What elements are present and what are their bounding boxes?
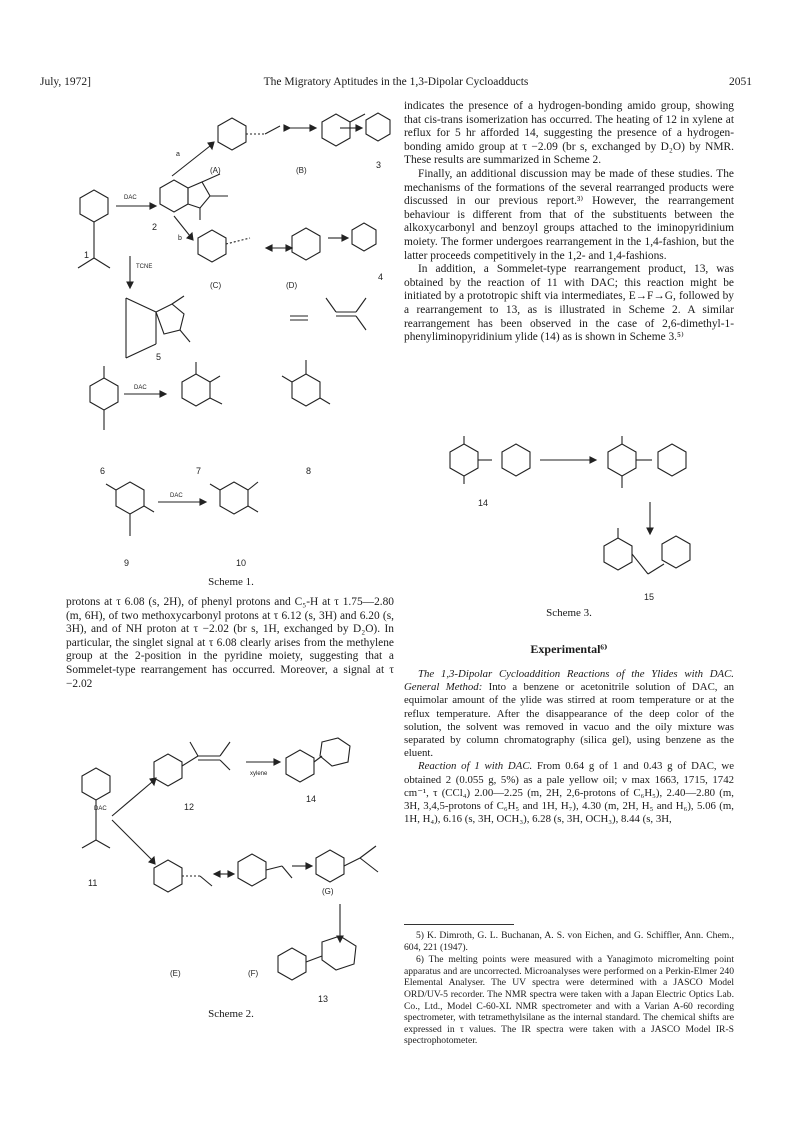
scheme-1-caption: Scheme 1. <box>208 576 254 588</box>
label-15: 15 <box>644 592 655 602</box>
left-column-text <box>66 596 394 691</box>
label-8: 8 <box>306 466 312 476</box>
label-A: (A) <box>210 166 221 175</box>
label-dac-2: DAC <box>134 385 147 391</box>
label-3: 3 <box>376 160 382 170</box>
label-12: 12 <box>184 802 195 812</box>
label-4: 4 <box>378 272 384 282</box>
label-13: 13 <box>318 994 329 1004</box>
label-F: (F) <box>248 969 259 978</box>
label-D: (D) <box>286 281 298 290</box>
scheme-3-figure <box>404 432 734 604</box>
running-head-title: The Migratory Aptitudes in the 1,3-Dipolar Cycloadducts <box>263 76 529 88</box>
scheme-2-caption: Scheme 2. <box>208 1008 254 1020</box>
label-E: (E) <box>170 969 181 978</box>
ring-1 <box>80 190 108 222</box>
left-paragraph-1: protons at τ 6.08 (s, 2H), of phenyl protons and C₅-H at τ 1.75—2.80 (m, 6H), of two methoxycarbonyl protons at τ 6.12 (s, 3H) and 6.20 (s, 3H), and of NH proton at τ −2.02 (br s, 1H, exchanged by D₂O). In particular, the singlet signal at τ 6.08 clearly arises from the methylene group at the 2-position in the pyridine moiety, suggesting that a Sommelet-type rearrangement has occurred. Moreover, a signal at τ −2.02 <box>66 596 394 690</box>
label-2: 2 <box>152 222 158 232</box>
label-path-b: b <box>178 235 182 242</box>
label-9: 9 <box>124 558 130 568</box>
page-number: 2051 <box>729 76 752 88</box>
label-G: (G) <box>322 887 334 896</box>
scheme-2-figure <box>60 736 400 1006</box>
label-6: 6 <box>100 466 106 476</box>
general-method-title: The 1,3-Dipolar Cycloaddition Reactions of the Ylides with DAC. General Method: <box>404 668 734 694</box>
label-10: 10 <box>236 558 247 568</box>
label-B: (B) <box>296 166 307 175</box>
footnote-rule <box>404 924 514 925</box>
scheme-1-figure <box>60 98 400 573</box>
label-14: 14 <box>306 794 317 804</box>
experimental-text <box>404 668 734 826</box>
label-5: 5 <box>156 352 162 362</box>
reaction-text: From 0.64 g of 1 and 0.43 g of DAC, we obtained 2 (0.055 g, 5%) as a pale yellow oil; ν max 1663, 1715, 1742 cm⁻¹, τ (CCl₄) 2.00—2.25 (m, 2H, 2,6-protons of C₆H₅), 2.40—2.80 (m, 3H, 3,4,5-protons of C₆H₅ and 1H, H₇), 4.30 (m, 2H, H₅ and H₆), 5.06 (m, 1H, H₄), 6.16 (s, 3H, OCH₃), 6.28 (s, 3H, OCH₃), 8.44 (s, 3H, <box>404 760 734 826</box>
footnotes <box>404 930 734 1048</box>
right-column-text <box>404 100 734 345</box>
footnote-6: 6) The melting points were measured with a Yanagimoto micromelting point apparatus and are uncorrected. Microanalyses were performed on a Perkin-Elmer 240 Elemental Analyser. The UV spectra were determined with a JASCO Model ORD/UV-5 recorder. The NMR spectra were taken with a Japan Electric Optics Lab. Co., Ltd., Model C-60-XL NMR spectrometer and with a Varian A-60 recording spectrometer, with tetramethylsilane as the internal standard. The chemical shifts are expressed in τ values. The IR spectra were taken with a JASCO Model IR-S spectrophotometer. <box>404 954 734 1047</box>
label-dac-4: DAC <box>94 806 107 812</box>
reaction-title: Reaction of 1 with DAC. <box>418 760 533 773</box>
label-ylide-14: 14 <box>478 498 489 508</box>
footnote-5: 5) K. Dimroth, G. L. Buchanan, A. S. von Eichen, and G. Schiffler, Ann. Chem., 604, 221 (1947). <box>404 930 734 953</box>
label-path-a: a <box>176 151 180 158</box>
right-paragraph-1: indicates the presence of a hydrogen-bonding amido group, showing that cis-trans isomerization has occurred. The heating of 12 in xylene at reflux for 5 hr afforded 14, suggesting the presence of a hydrogen-bonding amido group at τ −2.09 (br s, exchanged by D₂O) by NMR. These results are summarized in Scheme 2. <box>404 100 734 167</box>
label-C: (C) <box>210 281 222 290</box>
scheme-3-caption: Scheme 3. <box>546 607 592 619</box>
label-1: 1 <box>84 250 90 260</box>
right-paragraph-3: In addition, a Sommelet-type rearrangement product, 13, was obtained by the reaction of 11 with DAC; this reaction might be initiated by a prototropic shift via intermediates, E→F→G, followed by a rearrangement to 13, as is illustrated in Scheme 2. A similar rearrangement has been observed in the case of 2,6-dimethyl-1-phenyliminopyridinium ylide (14) as is shown in Scheme 3.⁵⁾ <box>404 263 734 344</box>
label-11: 11 <box>88 878 98 888</box>
label-dac-1: DAC <box>124 195 137 201</box>
running-head-date: July, 1972] <box>40 76 92 88</box>
general-method-text: Into a benzene or acetonitrile solution of DAC, an equimolar amount of the ylide was stirred at room temperature or at the reflux temperature. After the disappearance of the deep color of the solution, the solvent was removed in vacuo and the oily mixture was separated by column chromatography (silica gel), using benzene as the eluent. <box>404 681 735 760</box>
running-head <box>40 76 752 92</box>
right-paragraph-2: Finally, an additional discussion may be made of these studies. The mechanisms of the formations of the several rearranged products were discussed in our previous report.³⁾ However, the rearrangement behaviour is different from that of the substituents between the alkoxycarbonyl and benzoyl groups attached to the iminopyridinium moiety. The former undergoes rearrangement in the 1,4-fashion, but the latter proceeds competitively in the 1,2- and 1,4-fashions. <box>404 167 734 262</box>
label-dac-3: DAC <box>170 493 183 499</box>
label-tcne: TCNE <box>136 264 153 270</box>
experimental-heading: Experimental⁶⁾ <box>530 642 608 656</box>
label-xylene: xylene <box>250 771 268 777</box>
label-7: 7 <box>196 466 202 476</box>
